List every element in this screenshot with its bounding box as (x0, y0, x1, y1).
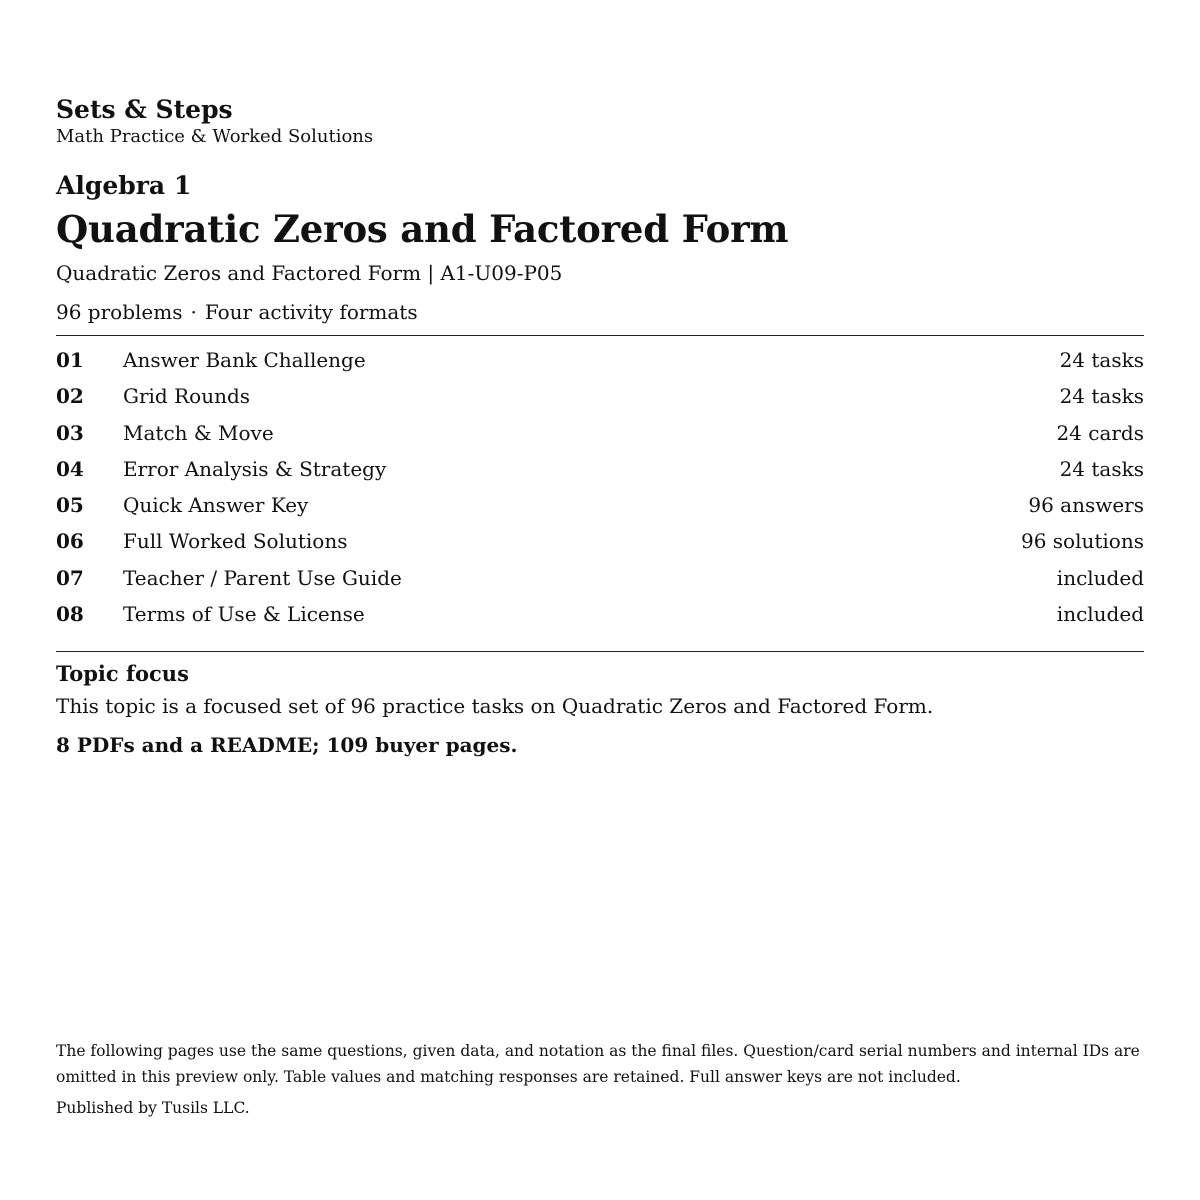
problem-count: 96 problems (56, 300, 183, 324)
item-label: Match & Move (123, 420, 274, 445)
item-label: Teacher / Parent Use Guide (123, 565, 402, 590)
item-number: 08 (56, 602, 84, 627)
item-number: 06 (56, 529, 84, 554)
item-count: included (1056, 602, 1144, 627)
divider-bottom (56, 651, 1144, 652)
contents-row (56, 379, 1144, 415)
item-number: 01 (56, 348, 84, 372)
publisher-line: Published by Tusils LLC. (56, 1099, 250, 1117)
product-code-line: Quadratic Zeros and Factored Form | A1-U09-P05 (56, 261, 563, 285)
divider-top (56, 335, 1144, 336)
item-label: Terms of Use & License (123, 602, 365, 627)
item-count: 96 solutions (1020, 529, 1144, 554)
contents-row (56, 452, 1144, 488)
contents-row (56, 561, 1144, 597)
preview-disclaimer: The following pages use the same questions, given data, and notation as the final files. Question/card serial numbers and internal IDs are omitted in this preview only. Table values and matching responses are retained. Full answer keys are not included. (56, 1042, 1140, 1086)
contents-row (56, 488, 1144, 524)
contents-row (56, 524, 1144, 560)
item-count: 24 tasks (1059, 456, 1144, 481)
item-number: 04 (56, 456, 84, 481)
item-number: 05 (56, 493, 84, 518)
item-count: included (1056, 565, 1144, 590)
item-label: Error Analysis & Strategy (123, 456, 387, 481)
contents-list (56, 343, 1144, 633)
item-count: 96 answers (1028, 493, 1144, 518)
separator-dot: · (190, 300, 197, 324)
item-label: Quick Answer Key (123, 493, 309, 518)
brand-tagline: Math Practice & Worked Solutions (56, 126, 374, 147)
file-summary: 8 PDFs and a README; 109 buyer pages. (56, 733, 518, 757)
item-label: Full Worked Solutions (123, 529, 348, 554)
item-label: Grid Rounds (123, 384, 251, 409)
topic-focus-heading: Topic focus (56, 661, 189, 686)
format-count: Four activity formats (204, 300, 418, 324)
item-label: Answer Bank Challenge (123, 348, 366, 372)
preview-page (56, 0, 1144, 1200)
item-count: 24 tasks (1059, 348, 1144, 372)
contents-row (56, 343, 1144, 379)
summary-line (56, 299, 418, 325)
item-count: 24 tasks (1059, 384, 1144, 409)
item-number: 02 (56, 384, 84, 409)
item-count: 24 cards (1056, 420, 1144, 445)
contents-row (56, 597, 1144, 633)
topic-focus-text: This topic is a focused set of 96 practice tasks on Quadratic Zeros and Factored Form. (56, 694, 934, 718)
contents-row (56, 416, 1144, 452)
item-number: 07 (56, 565, 84, 590)
item-number: 03 (56, 420, 84, 445)
page-title: Quadratic Zeros and Factored Form (56, 207, 789, 251)
brand-name: Sets & Steps (56, 95, 233, 124)
course-name: Algebra 1 (56, 171, 192, 200)
